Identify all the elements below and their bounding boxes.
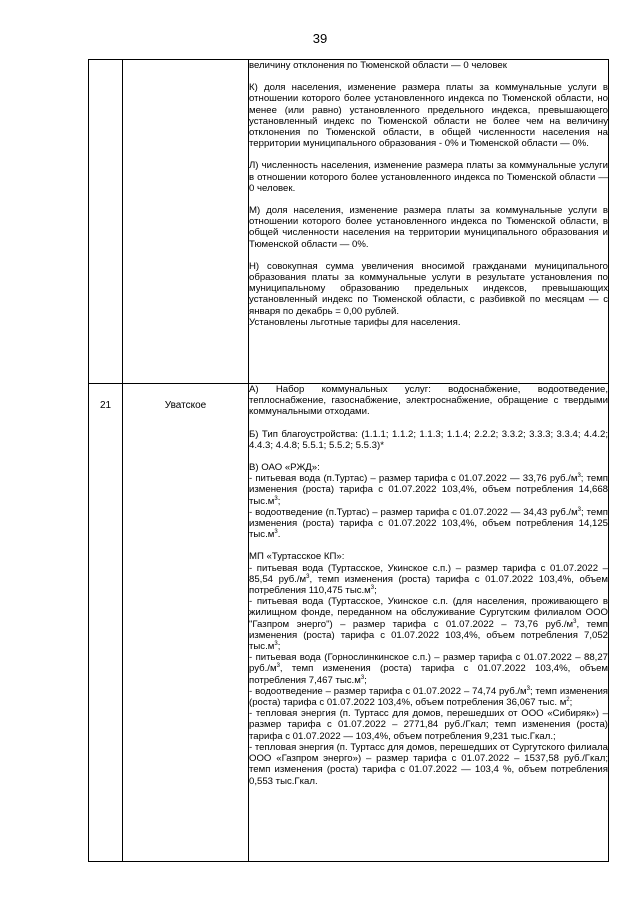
row-number-cell [89,60,123,384]
mp-water-2: - питьевая вода (Туртасское, Укинское с.п. (для населения, проживающего в жилищном фонде, переданном на обслуживание Сургутским филиалом ООО "Газпром энерго") – размер тарифа с 01.07.2022 – 73,76 $руб./м^3$, темп изменения (роста) тарифа с 01.07.2022 103,4%, объем потребления 7,052 $тыс.м^3$; [249,596,608,653]
paragraph-k: К) доля населения, изменение размера платы за коммунальные услуги в отношении которого более установленного индекса по Тюменской области, но менее (или равно) установленного предельного индекса, превышающего установленный индекс по Тюменской области не более чем на величину отклонения по Тюменской области, в общей численности населения на территории муниципального образования - 0% и Тюменской области — 0%. [249,82,608,150]
municipality-cell [123,60,249,384]
paragraph-deviation: величину отклонения по Тюменской области — 0 человек [249,60,507,71]
indices-table [88,59,609,862]
paragraph-m: М) доля населения, изменение размера платы за коммунальные услуги в отношении которого более установленного индекса по Тюменской области, в общей численности населения на территории муниципального образования и Тюменской области — 0%. [249,205,608,250]
table-row [89,60,609,384]
row-number-cell: 21 [89,384,123,862]
page-number: 39 [312,31,328,46]
paragraph-b: Б) Тип благоустройства: (1.1.1; 1.1.2; 1.1.3; 1.1.4; 2.2.2; 3.3.2; 3.3.3; 3.3.4; 4.4.2; 4.4.3; 4.4.8; 5.5.1; 5.5.2; 5.5.3)* [249,428,608,451]
mp-water-1: - питьевая вода (Туртасское, Укинское с.п.) – размер тарифа с 01.07.2022 – 85,54 $руб./м^3$, темп изменения (роста) тарифа с 01.07.2022 103,4%, объем потребления 110,475 $тыс.м^3$; [249,562,608,597]
mp-title: МП «Туртасское КП»: [249,551,345,563]
paragraph-preferential: Установлены льготные тарифы для населения. [249,316,461,328]
mp-heat-1: - тепловая энергия (п. Туртасс для домов, перешедших от ООО «Сибиряк») – размер тарифа с 01.07.2022 – 2771,84 руб./Гкал; темп изменения (роста) тарифа с 01.07.2022 — 103,4%, объем потребления 9,231 тыс.Гкал.; [249,708,608,742]
rzd-water: - питьевая вода (п.Туртас) – размер тарифа с 01.07.2022 — 33,76 $руб./м^3$; темп изменения (роста) тарифа с 01.07.2022 103,4%, объем потребления 14,668 $тыс.м^3$; [249,473,608,507]
mp-heat-2: - тепловая энергия (п. Туртасс для домов, перешедших от Сургутского филиала ООО «Газпром энерго») – размер тарифа с 01.07.2022 – 1537,58 руб./Гкал; темп изменения (роста) тарифа с 01.07.2022 — 103,4 %, объем потребления 0,553 тыс.Гкал. [249,741,608,787]
paragraph-a: А) Набор коммунальных услуг: водоснабжение, водоотведение, теплоснабжение, газоснабжение, электроснабжение, обращение с твердыми коммунальными отходами. [249,384,608,418]
rzd-title: В) ОАО «РЖД»: [249,462,320,474]
paragraph-n: Н) совокупная сумма увеличения вносимой гражданами муниципального образования платы за коммунальные услуги в результате установления по муниципальному образованию предельных индексов, превышающих установленный индекс по Тюменской области, с разбивкой по месяцам — с января по декабрь = 0,00 рублей. [249,260,608,317]
details-cell [249,384,609,862]
details-cell [249,60,609,384]
paragraph-l: Л) численность населения, изменение размера платы за коммунальные услуги в отношении которого более установленного индекса по Тюменской области — 0 человек. [249,160,608,194]
municipality-cell: Уватское [123,384,249,862]
rzd-sewage: - водоотведение (п.Туртас) – размер тарифа с 01.07.2022 — 34,43 $руб./м^3$; темп изменения (роста) тарифа с 01.07.2022 103,4%, объем потребления 14,125 $тыс.м^3$. [249,506,608,541]
mp-sewage: - водоотведение – размер тарифа с 01.07.2022 – 74,74 $руб./м^3$; темп изменения (роста) тарифа с 01.07.2022 103,4%, объем потребления 36,067 тыс. $м^2$; [249,685,608,709]
table-row [89,384,609,862]
mp-water-3: - питьевая вода (Горнослинкинское с.п.) – размер тарифа с 01.07.2022 – 88,27 $руб./м^3$, темп изменения (роста) тарифа с 01.07.2022 103,4%, объем потребления 7,467 $тыс.м^3$; [249,652,608,686]
